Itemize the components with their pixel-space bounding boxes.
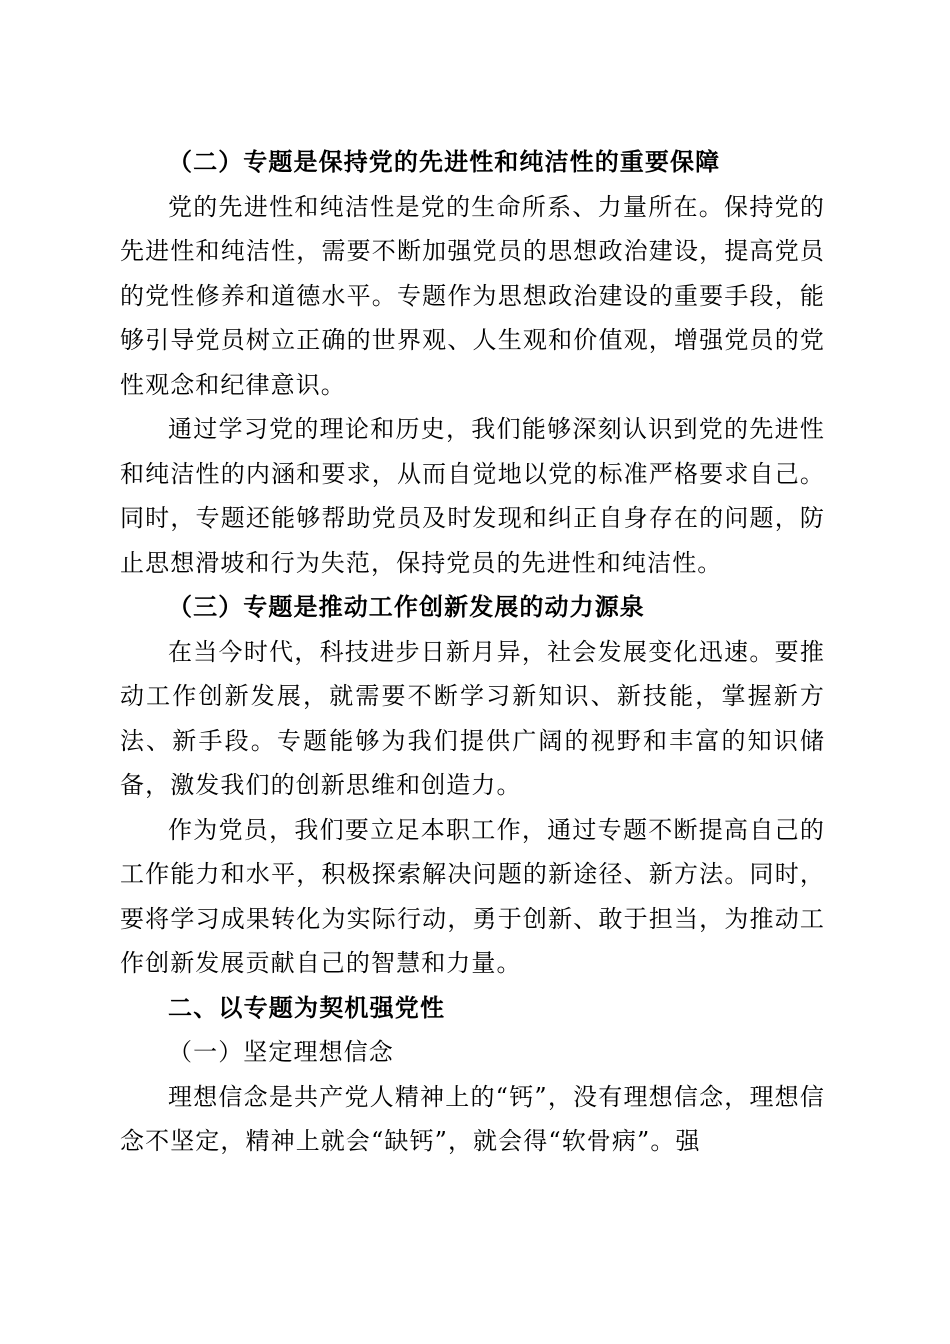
paragraph-ideals-belief: 理想信念是共产党人精神上的“钙”，没有理想信念，理想信念不坚定，精神上就会“缺钙”，就会得“软骨病”。强 bbox=[120, 1082, 825, 1155]
section-heading-two: 二、以专题为契机强党性 bbox=[168, 993, 446, 1022]
paragraph-innovation-era: 在当今时代，科技进步日新月异，社会发展变化迅速。要推动工作创新发展，就需要不断学习新知识、新技能，掌握新方法、新手段。专题能够为我们提供广阔的视野和丰富的知识储备，激发我们的创新思维和创造力。 bbox=[120, 637, 825, 799]
subheading-three: （三）专题是推动工作创新发展的动力源泉 bbox=[168, 592, 645, 621]
paragraph-study-history: 通过学习党的理论和历史，我们能够深刻认识到党的先进性和纯洁性的内涵和要求，从而自觉地以党的标准严格要求自己。同时，专题还能够帮助党员及时发现和纠正自身存在的问题，防止思想滑坡和行为失范，保持党员的先进性和纯洁性。 bbox=[120, 415, 825, 577]
subheading-two: （二）专题是保持党的先进性和纯洁性的重要保障 bbox=[168, 147, 721, 176]
paragraph-party-member-work: 作为党员，我们要立足本职工作，通过专题不断提高自己的工作能力和水平，积极探索解决问题的新途径、新方法。同时，要将学习成果转化为实际行动，勇于创新、敢于担当，为推动工作创新发展贡献自己的智慧和力量。 bbox=[120, 815, 825, 977]
subheading-one-ideals: （一）坚定理想信念 bbox=[168, 1038, 394, 1066]
document-page bbox=[120, 140, 825, 1164]
paragraph-party-purity: 党的先进性和纯洁性是党的生命所系、力量所在。保持党的先进性和纯洁性，需要不断加强党员的思想政治建设，提高党员的党性修养和道德水平。专题作为思想政治建设的重要手段，能够引导党员树立正确的世界观、人生观和价值观，增强党员的党性观念和纪律意识。 bbox=[120, 192, 825, 399]
